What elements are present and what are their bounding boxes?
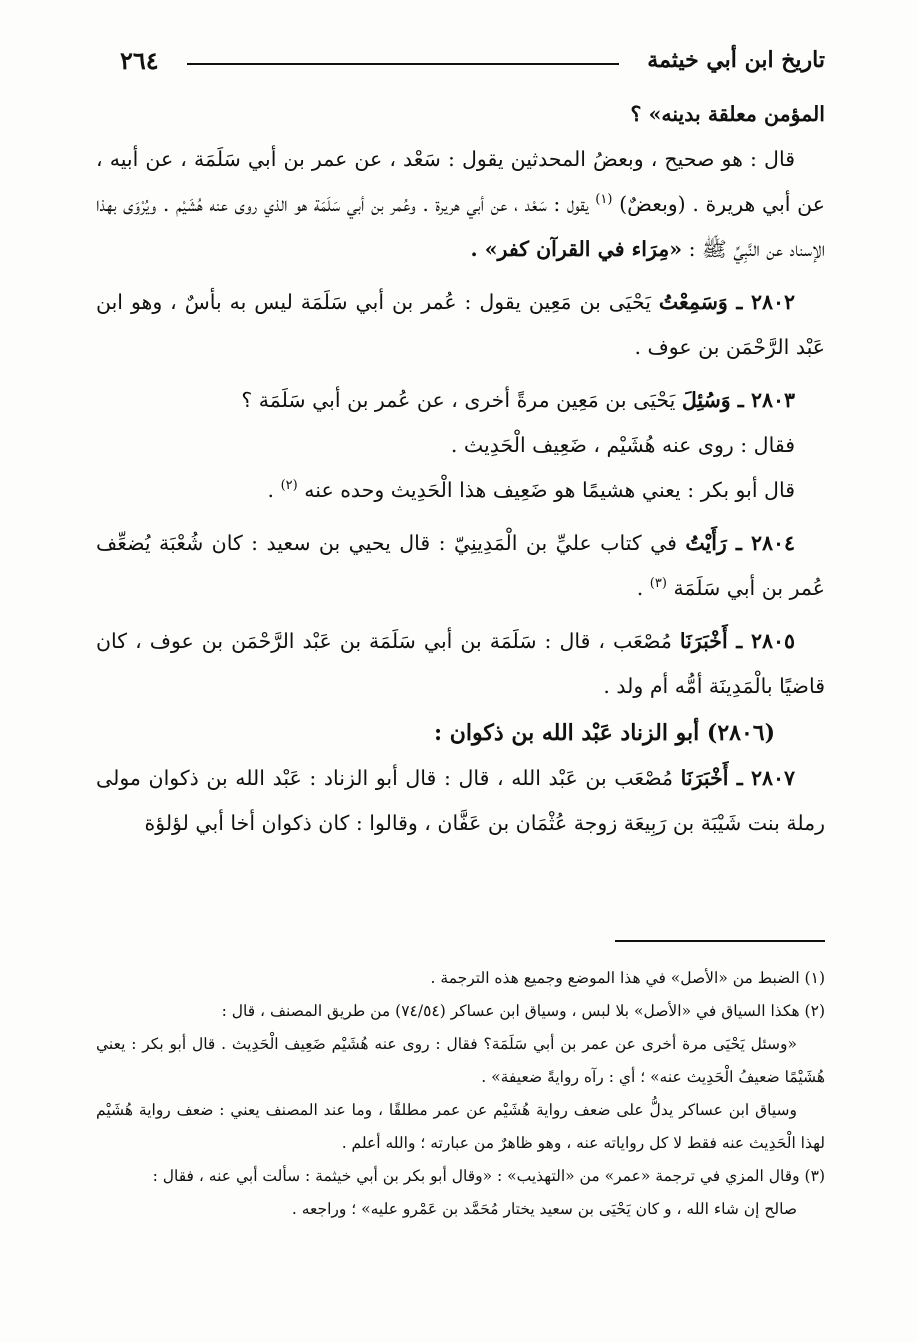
page-header (120, 40, 825, 80)
entry-2804 (96, 521, 825, 611)
footnote-ref-2[interactable]: (٢) (280, 478, 298, 494)
footnote-3-cont: صالح إن شاء الله ، و كان يَحْيَى بن سعيد يختار مُحَمَّد بن عَمْرو عليه» ؛ وراجعه . (291, 1200, 797, 1218)
paragraph-continuation: المؤمن معلقة بدينه» ؟ (630, 102, 825, 126)
entry-text: مُصْعَب ، قال : سَلَمَة بن أبي سَلَمَة بن عَبْد الرَّحْمَن بن عوف ، كان قاضيًا بالْمَدِينَة أمُّه أم ولد . (96, 629, 825, 698)
entry-2803 (96, 378, 825, 423)
main-text (96, 92, 825, 846)
entry-2803-note (96, 468, 825, 513)
running-title: تاريخ ابن أبي خيثمة (647, 47, 825, 73)
entry-number: ٢٨٠٤ ـ رَأَيْتُ (685, 531, 795, 555)
section-heading: (٢٨٠٦) أبو الزناد عَبْد الله بن ذكوان : (434, 720, 775, 746)
entry-text: يَحْيَى بن مَعِين مرةً أخرى ، عن عُمر بن أبي سَلَمَة ؟ (241, 388, 676, 412)
footnote-separator (615, 940, 825, 942)
footnote-2-comment: وسياق ابن عساكر يدلُّ على ضعف رواية هُشَيْم عن عمر مطلقًا ، وما عند المصنف يعني : ضعف رواية هُشَيْم لهذا الْحَدِيث عنه فقط لا كل رواياته عنه ، وهو ظاهرٌ من عبارته ؛ والله أعلم . (96, 1101, 825, 1152)
footnote-2-quote: «وسئل يَحْيَى مرة أخرى عن عمر بن أبي سَلَمَة؟ فقال : روى عنه هُشَيْم ضَعِيف الْحَدِيث . قال أبو بكر : يعني هُشَيْمًا ضعيفُ الْحَدِيث عنه» ؛ أي : رآه روايةً ضعيفة» . (96, 1035, 825, 1086)
entry-text: في كتاب عليِّ بن الْمَدِينِيّ : قال يحيي بن سعيد : كان شُعْبَة يُضعِّف عُمر بن أبي سَلَمَة (96, 531, 825, 600)
text-segment: . (267, 478, 275, 502)
entry-2805 (96, 619, 825, 709)
paragraph-commentary (96, 137, 825, 272)
footnote-ref-3[interactable]: (٣) (649, 576, 667, 592)
header-rule (187, 63, 620, 65)
entry-2802 (96, 280, 825, 370)
entry-2807 (96, 756, 825, 846)
entry-number: ٢٨٠٣ ـ وَسُئِلَ (681, 388, 795, 412)
footnote-2: (٢) هكذا السياق في «الأصل» بلا لبس ، وسياق ابن عساكر (٧٤/٥٤) من طريق المصنف ، قال : (221, 1002, 825, 1020)
page-number: ٢٦٤ (120, 45, 159, 75)
footnote-3: (٣) وقال المزي في ترجمة «عمر» من «التهذيب» : «وقال أبو بكر بن أبي خيثمة : سألت أبي عنه ، فقال : (152, 1167, 825, 1185)
entry-2803-answer: فقال : روى عنه هُشَيْم ، ضَعِيف الْحَدِيث . (450, 433, 795, 457)
entry-number: ٢٨٠٢ ـ وَسَمِعْتُ (658, 290, 795, 314)
text-segment: يقول : سَعْد ، عن أبي هريرة . وعُمر بن أبي سَلَمَة هو الذي روى عنه هُشَيْم . ويُرْوَى بهذا الإسناد عن النَّبِيِّ ﷺ : (96, 192, 825, 261)
entry-text: يَحْيَى بن مَعِين يقول : عُمر بن أبي سَلَمَة ليس به بأسٌ ، وهو ابن عَبْد الرَّحْمَن بن عوف . (96, 290, 825, 359)
footnote-1: (١) الضبط من «الأصل» في هذا الموضع وجميع هذه الترجمة . (430, 969, 825, 987)
entry-number: ٢٨٠٧ ـ أَخْبَرَنَا (680, 766, 795, 790)
text-segment: قال أبو بكر : يعني هشيمًا هو ضَعِيف هذا الْحَدِيث وحده عنه (304, 478, 795, 502)
footnotes (96, 962, 825, 1226)
entry-text: مُصْعَب بن عَبْد الله ، قال : قال أبو الزناد : عَبْد الله بن ذكوان مولى رملة بنت شَيْبَة بن رَبِيعَة زوجة عُثْمَان بن عَفَّان ، وقالوا : كان ذكوان أخا أبي لؤلؤة (96, 766, 825, 835)
footnote-ref-1[interactable]: (١) (595, 192, 613, 208)
text-segment: قال : هو صحيح ، وبعضُ المحدثين يقول : سَعْد ، عن عمر بن أبي سَلَمَة ، عن أبيه ، عن أبي هريرة . (وبعضٌ) (96, 147, 825, 216)
hadith-quote: «مِرَاء في القرآن كفر» . (470, 237, 683, 261)
text-segment: . (636, 576, 644, 600)
entry-number: ٢٨٠٥ ـ أَخْبَرَنَا (679, 629, 795, 653)
